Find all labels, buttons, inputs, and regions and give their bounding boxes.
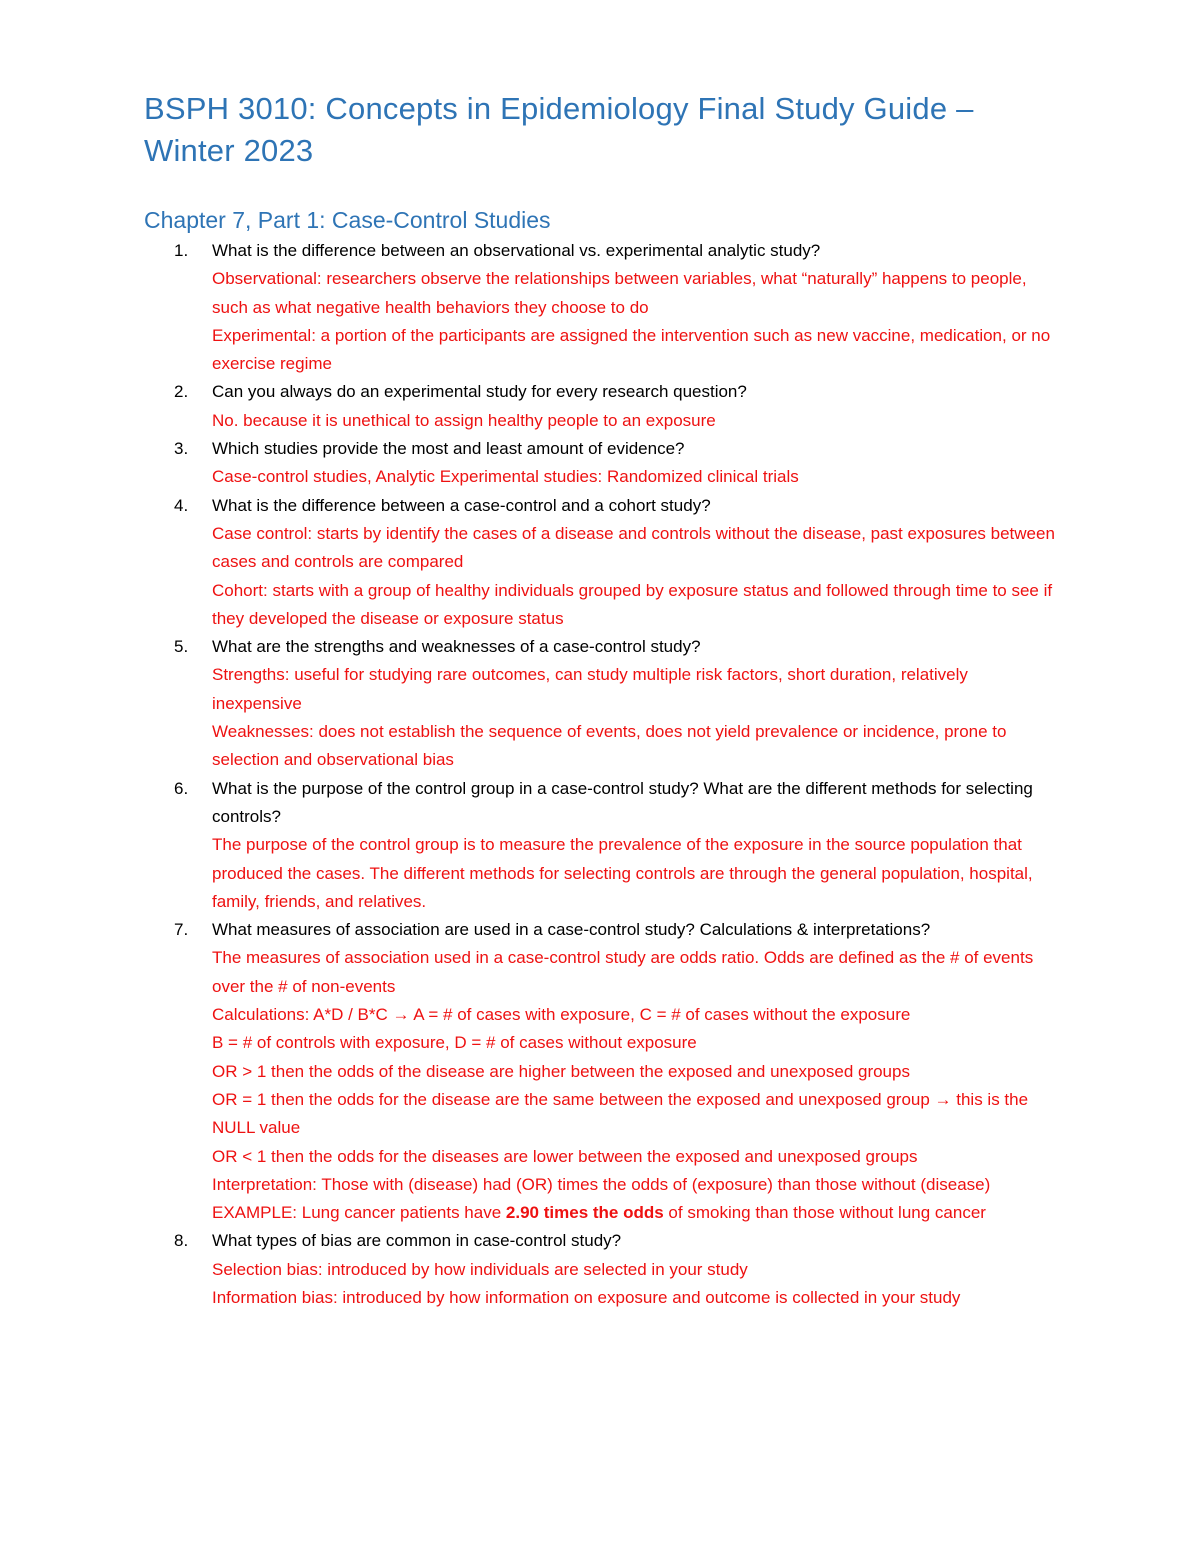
- answer-text: B = # of controls with exposure, D = # of cases without exposure: [212, 1033, 697, 1053]
- example-prefix: EXAMPLE: Lung cancer patients have: [212, 1203, 506, 1223]
- question-text: What measures of association are used in a case-control study? Calculations & interpretations?: [212, 920, 931, 940]
- example-odds-value: 2.90: [505, 1203, 539, 1223]
- question-item-4: [144, 492, 1060, 633]
- question-list: [144, 237, 1060, 1312]
- question-item-2: [144, 378, 1060, 435]
- question-number: 5.: [174, 637, 189, 657]
- document-title: [144, 88, 1060, 172]
- question-number: 2.: [174, 382, 189, 402]
- example-odds-phrase: times the odds: [543, 1203, 664, 1223]
- example-suffix: of smoking than those without lung cancer: [663, 1203, 986, 1223]
- question-number: 7.: [174, 920, 189, 940]
- question-item-5: [144, 633, 1060, 774]
- question-item-6: [144, 775, 1060, 916]
- document-title-line-2: Winter 2023: [144, 133, 314, 168]
- answer-text: The measures of association used in a case-control study are odds ratio. Odds are defined as the # of events over the # of non-events: [212, 948, 1034, 996]
- question-text: What is the difference between an observational vs. experimental analytic study?: [212, 241, 821, 260]
- answer-text: Information bias: introduced by how information on exposure and outcome is collected in your study: [212, 1287, 961, 1307]
- question-item-1: [144, 237, 1060, 378]
- question-text: What is the purpose of the control group in a case-control study? What are the different methods for selecting controls?: [212, 778, 1033, 826]
- answer-text: Selection bias: introduced by how individuals are selected in your study: [212, 1259, 748, 1279]
- chapter-heading: Chapter 7, Part 1: Case-Control Studies: [144, 207, 551, 233]
- answer-text: Cohort: starts with a group of healthy individuals grouped by exposure status and followed through time to see if they developed the disease or exposure status: [212, 580, 1053, 628]
- question-number: 8.: [174, 1231, 189, 1251]
- question-item-3: [144, 435, 1060, 492]
- answer-text: Observational: researchers observe the relationships between variables, what “naturally” happens to people, such as what negative health behaviors they choose to do: [212, 269, 1027, 317]
- example-text: [212, 1199, 1060, 1227]
- question-item-7: [144, 916, 1060, 1227]
- answer-text: Case-control studies, Analytic Experimental studies: Randomized clinical trials: [212, 467, 799, 487]
- answer-text: OR > 1 then the odds of the disease are higher between the exposed and unexposed groups: [212, 1061, 910, 1081]
- answer-text: Weaknesses: does not establish the sequence of events, does not yield prevalence or incidence, prone to selection and observational bias: [212, 722, 1007, 770]
- question-text: Can you always do an experimental study for every research question?: [212, 382, 747, 402]
- answer-text: Experimental: a portion of the participants are assigned the intervention such as new vaccine, medication, or no exercise regime: [212, 325, 1051, 374]
- question-text: Which studies provide the most and least amount of evidence?: [212, 439, 685, 459]
- answer-text: OR = 1 then the odds for the disease are the same between the exposed and unexposed group → this is the NULL value: [212, 1089, 1029, 1138]
- question-item-8: [144, 1227, 1060, 1312]
- question-number: 1.: [174, 241, 189, 260]
- answer-text: No. because it is unethical to assign healthy people to an exposure: [212, 410, 716, 430]
- question-number: 4.: [174, 495, 189, 515]
- question-number: 3.: [174, 439, 189, 459]
- question-text: What are the strengths and weaknesses of a case-control study?: [212, 637, 701, 657]
- document-title-line-1: BSPH 3010: Concepts in Epidemiology Final Study Guide –: [144, 91, 974, 126]
- answer-text: Strengths: useful for studying rare outcomes, can study multiple risk factors, short duration, relatively inexpensive: [212, 665, 968, 713]
- question-text: What is the difference between a case-control and a cohort study?: [212, 495, 711, 515]
- answer-text: Interpretation: Those with (disease) had (OR) times the odds of (exposure) than those without (disease): [212, 1174, 991, 1194]
- question-text: What types of bias are common in case-control study?: [212, 1231, 622, 1251]
- answer-text: Case control: starts by identify the cases of a disease and controls without the disease, past exposures between cases and controls are compared: [212, 523, 1055, 572]
- answer-text: OR < 1 then the odds for the diseases are lower between the exposed and unexposed groups: [212, 1146, 918, 1166]
- answer-text: The purpose of the control group is to measure the prevalence of the exposure in the source population that produced the cases. The different methods for selecting controls are through the general population, hospital, family, friends, and relatives.: [212, 835, 1033, 911]
- question-number: 6.: [174, 778, 189, 798]
- answer-text: Calculations: A*D / B*C → A = # of cases with exposure, C = # of cases without the exposure: [212, 1005, 911, 1025]
